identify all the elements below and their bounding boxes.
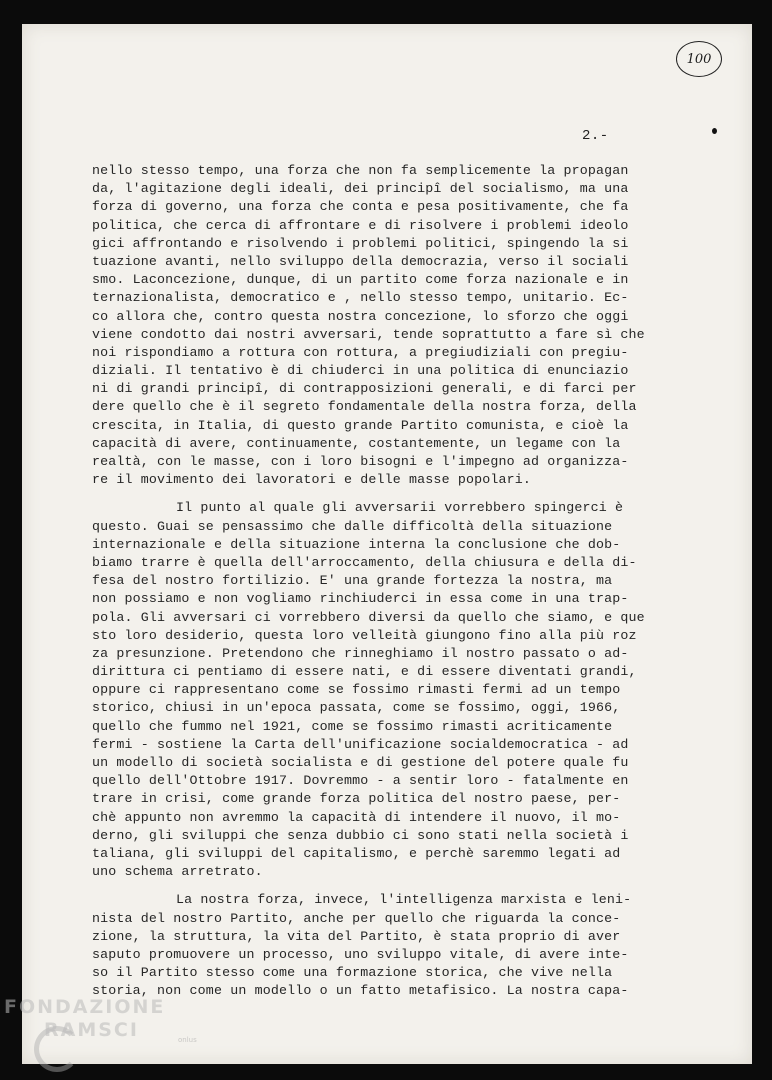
text-line: fermi - sostiene la Carta dell'unificazione socialdemocratica - ad xyxy=(92,736,629,752)
text-line: internazionale e della situazione interna la conclusione che dob- xyxy=(92,536,621,552)
text-line: La nostra forza, invece, l'intelligenza marxista e leni- xyxy=(176,892,632,908)
text-line: nista del nostro Partito, anche per quello che riguarda la conce- xyxy=(92,910,621,926)
text-line: pola. Gli avversari ci vorrebbero diversi da quello che siamo, e que xyxy=(92,609,645,625)
text-line: diziali. Il tentativo è di chiuderci in una politica di enunciazio xyxy=(92,363,629,379)
text-line: crescita, in Italia, di questo grande Partito comunista, e cioè la xyxy=(92,417,629,433)
text-line: gici affrontando e risolvendo i problemi politici, spingendo la si xyxy=(92,235,629,251)
text-line: capacità di avere, continuamente, costantemente, un legame con la xyxy=(92,435,621,451)
page-number: 2.- xyxy=(582,128,609,144)
text-line: taliana, gli sviluppi del capitalismo, e perchè saremmo legati ad xyxy=(92,845,621,861)
text-line: fesa del nostro fortilizio. E' una grande fortezza la nostra, ma xyxy=(92,573,613,589)
text-line: forza di governo, una forza che conta e pesa positivamente, che fa xyxy=(92,199,629,215)
text-line: re il movimento dei lavoratori e delle masse popolari. xyxy=(92,472,531,488)
watermark xyxy=(4,996,165,1042)
text-line: storia, non come un modello o un fatto metafisico. La nostra capa- xyxy=(92,983,629,999)
text-line: chè appunto non avremmo la capacità di intendere il nuovo, il mo- xyxy=(92,809,621,825)
text-line: quello che fummo nel 1921, come se fossimo rimasti acriticamente xyxy=(92,718,613,734)
text-line: noi rispondiamo a rottura con rottura, a pregiudiziali con pregiu- xyxy=(92,344,629,360)
text-line: dere quello che è il segreto fondamentale della nostra forza, della xyxy=(92,399,637,415)
paragraph xyxy=(92,891,672,1000)
text-line: so il Partito stesso come una formazione storica, che vive nella xyxy=(92,965,613,981)
text-line: tuazione avanti, nello sviluppo della democrazia, verso il sociali xyxy=(92,253,629,269)
text-line: un modello di società socialista e di gestione del potere quale fu xyxy=(92,755,629,770)
ink-mark xyxy=(712,128,717,134)
text-line: questo. Guai se pensassimo che dalle difficoltà della situazione xyxy=(92,518,613,534)
text-line: trare in crisi, come grande forza politica del nostro paese, per- xyxy=(92,791,621,807)
text-line: za presunzione. Pretendono che rinneghiamo il nostro passato o ad- xyxy=(92,645,629,661)
text-line: realtà, con le masse, con i loro bisogni e l'impegno ad organizza- xyxy=(92,454,629,469)
text-line: biamo trarre è quella dell'arroccamento, della chiusura e della di- xyxy=(92,554,637,570)
text-line: smo. Laconcezione, dunque, di un partito come forza nazionale e in xyxy=(92,272,629,288)
typed-text-body xyxy=(92,162,672,1000)
paragraph xyxy=(92,499,672,881)
text-line: zione, la struttura, la vita del Partito, è stata proprio di aver xyxy=(92,928,621,944)
text-line: sto loro desiderio, questa loro velleità giungono fino alla più roz xyxy=(92,627,637,643)
text-line: quello dell'Ottobre 1917. Dovremmo - a sentir loro - fatalmente en xyxy=(92,773,629,789)
text-line: oppure ci rappresentano come se fossimo rimasti fermi ad un tempo xyxy=(92,682,621,698)
text-line: viene condotto dai nostri avversari, tende soprattutto a fare sì che xyxy=(92,326,645,342)
archive-number: 100 xyxy=(686,51,712,67)
text-line: Il punto al quale gli avversarii vorrebbero spingerci è xyxy=(176,500,624,516)
text-line: politica, che cerca di affrontare e di risolvere i problemi ideolo xyxy=(92,217,629,233)
watermark-line2: RAMSCI xyxy=(44,1019,139,1041)
text-line: ni di grandi principî, di contrapposizioni generali, e di farci per xyxy=(92,381,637,397)
text-line: saputo promuovere un processo, uno sviluppo vitale, di avere inte- xyxy=(92,946,629,962)
watermark-suffix: onlus xyxy=(178,1036,197,1044)
text-line: storico, chiusi in un'epoca passata, come se fossimo, oggi, 1966, xyxy=(92,700,621,716)
archive-number-stamp xyxy=(676,41,722,77)
text-line: nello stesso tempo, una forza che non fa semplicemente la propagan xyxy=(92,163,629,178)
watermark-line1: FONDAZIONE xyxy=(4,996,166,1018)
paragraph xyxy=(92,162,672,489)
text-line: uno schema arretrato. xyxy=(92,864,263,880)
text-line: dirittura ci pentiamo di essere nati, e di essere diventati grandi, xyxy=(92,664,637,680)
text-line: derno, gli sviluppi che senza dubbio ci sono stati nella società i xyxy=(92,827,629,843)
text-line: ternazionalista, democratico e , nello stesso tempo, unitario. Ec- xyxy=(92,290,629,306)
text-line: co allora che, contro questa nostra concezione, lo sforzo che oggi xyxy=(92,308,629,324)
text-line: non possiamo e non vogliamo rinchiuderci in essa come in una trap- xyxy=(92,591,629,607)
document-page xyxy=(22,24,752,1064)
text-line: da, l'agitazione degli ideali, dei principî del socialismo, ma una xyxy=(92,181,629,197)
